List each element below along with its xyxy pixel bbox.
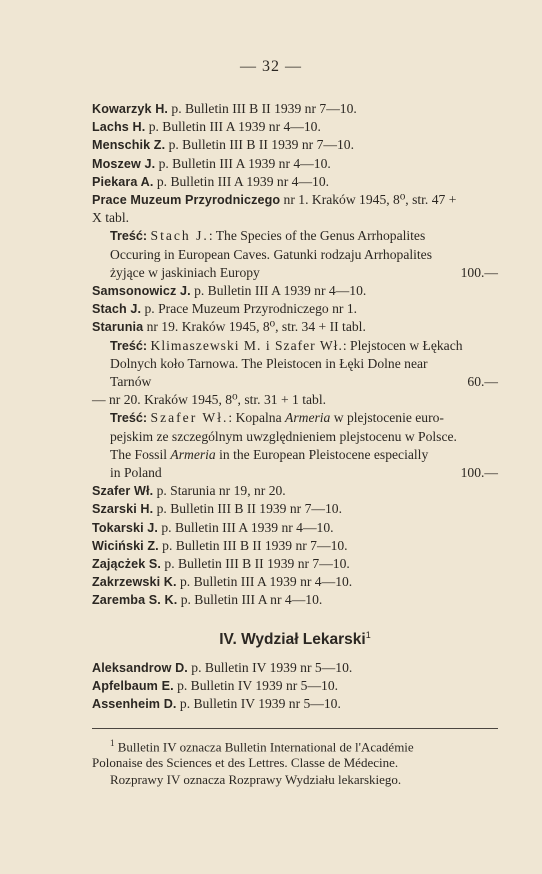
entry-reference: p. Bulletin III A nr 4—10.	[177, 592, 323, 608]
publication-entry	[92, 318, 498, 336]
entry-reference: p. Bulletin III B II 1939 nr 7—10.	[161, 556, 350, 572]
entry-reference: p. Bulletin III A 1939 nr 4—10.	[157, 519, 334, 535]
author-name: Zającżek S.	[92, 557, 162, 572]
contents-line	[92, 373, 498, 391]
contents-author: Klimaszewski M. i Szafer Wł.	[150, 337, 343, 353]
author-name: Szarski H.	[92, 502, 154, 517]
price: 100.—	[460, 264, 498, 280]
index-entry	[92, 591, 498, 609]
entry-reference: p. Bulletin III B II 1939 nr 7—10.	[153, 501, 342, 517]
contents-text: The Fossil	[110, 446, 171, 462]
publication-details: nr 19. Kraków 1945, 8⁰, str. 34 + II tabl.	[143, 319, 366, 335]
index-entry	[92, 519, 498, 537]
index-content	[92, 100, 498, 788]
section-title-text: IV. Wydział Lekarski	[219, 630, 366, 648]
entry-reference: p. Bulletin IV 1939 nr 5—10.	[176, 696, 341, 712]
price: 100.—	[460, 465, 498, 481]
index-entry	[92, 100, 498, 118]
publication-details: nr 1. Kraków 1945, 8⁰, str. 47 +	[280, 192, 457, 208]
publication-title: Starunia	[92, 320, 144, 335]
footnote	[92, 735, 498, 789]
index-entry	[92, 573, 498, 591]
contents-label: Treść:	[110, 229, 148, 244]
price: 60.—	[467, 374, 498, 390]
author-name: Samsonowicz J.	[92, 284, 191, 299]
author-name: Szafer Wł.	[92, 484, 154, 499]
entry-reference: p. Bulletin III A 1939 nr 4—10.	[155, 155, 331, 171]
contents-italic: Armeria	[285, 410, 331, 426]
entry-reference: p. Bulletin IV 1939 nr 5—10.	[173, 678, 339, 694]
contents-line: Occuring in European Caves. Gatunki rodzaju Arrhopalites	[110, 246, 433, 262]
contents-line: pejskim ze szczególnym uwzględnieniem plejstocenu w Polsce.	[110, 428, 457, 444]
index-entry	[92, 482, 498, 500]
index-entry	[92, 500, 498, 518]
contents-text: in the European Pleistocene especially	[215, 446, 429, 462]
section-heading	[92, 626, 498, 649]
contents-line	[92, 464, 498, 482]
contents-line	[92, 409, 498, 427]
footnote-line: Polonaise des Sciences et des Lettres. Classe de Médecine.	[92, 755, 399, 771]
author-name: Zaremba S. K.	[92, 593, 178, 608]
entry-reference: p. Bulletin III A 1939 nr 4—10.	[190, 283, 367, 299]
author-name: Stach J.	[92, 302, 142, 317]
contents-text: żyjące w jaskiniach Europy	[110, 264, 260, 280]
contents-line	[92, 446, 498, 464]
footnote-line: Rozprawy IV oznacza Rozprawy Wydziału lekarskiego.	[110, 771, 402, 787]
author-name: Kowarzyk H.	[92, 102, 168, 116]
footnote-ref: 1	[365, 629, 371, 640]
author-name: Zakrzewski K.	[92, 575, 177, 590]
contents-text: in Poland	[110, 465, 162, 481]
contents-text: : Plejstocen w Łękach	[342, 337, 463, 353]
publication-details-cont: X tabl.	[92, 210, 129, 226]
author-name: Aleksandrow D.	[92, 661, 188, 676]
index-entry	[92, 659, 498, 677]
entry-reference: p. Bulletin III A 1939 nr 4—10.	[153, 173, 330, 189]
author-name: Lachs H.	[92, 120, 146, 135]
index-entry	[92, 282, 498, 300]
author-name: Tokarski J.	[92, 520, 158, 535]
contents-label: Treść:	[110, 411, 148, 426]
entry-reference: p. Bulletin III B II 1939 nr 7—10.	[158, 537, 348, 553]
index-entry	[92, 155, 498, 173]
contents-line: Dolnych koło Tarnowa. The Pleistocen in Łęki Dolne near	[110, 355, 428, 371]
entry-reference: p. Bulletin III A 1939 nr 4—10.	[176, 574, 353, 590]
author-name: Moszew J.	[92, 156, 156, 171]
entry-reference: p. Bulletin III A 1939 nr 4—10.	[145, 119, 321, 135]
publication-entry	[92, 191, 498, 209]
contents-italic: Armeria	[170, 446, 216, 462]
entry-reference: p. Bulletin III B II 1939 nr 7—10.	[165, 137, 354, 153]
page-number: — 32 —	[240, 58, 302, 75]
footnote-line	[92, 735, 498, 756]
entry-reference: p. Prace Muzeum Przyrodniczego nr 1.	[141, 301, 358, 317]
entry-reference: p. Bulletin IV 1939 nr 5—10.	[187, 660, 353, 676]
author-name: Assenheim D.	[92, 697, 177, 712]
index-entry	[92, 118, 498, 136]
index-entry	[92, 537, 498, 555]
footnote-text: Bulletin IV oznacza Bulletin International de l'Académie	[114, 738, 414, 754]
footnote-divider	[92, 728, 498, 729]
author-name: Menschik Z.	[92, 138, 166, 153]
index-entry	[92, 695, 498, 713]
entry-reference: p. Starunia nr 19, nr 20.	[153, 483, 286, 499]
contents-text: Tarnów	[110, 374, 152, 390]
contents-author: Stach J.	[150, 228, 209, 244]
index-entry	[92, 173, 498, 191]
index-entry	[92, 300, 498, 318]
author-name: Wiciński Z.	[92, 538, 159, 553]
publication-title: Prace Muzeum Przyrodniczego	[92, 193, 281, 208]
contents-text: : Kopalna	[228, 410, 286, 426]
index-entry	[92, 136, 498, 154]
index-entry	[92, 677, 498, 695]
contents-line	[92, 264, 498, 282]
contents-label: Treść:	[110, 338, 148, 353]
contents-text: w plejstocenie euro-	[330, 410, 444, 426]
contents-line	[92, 337, 498, 355]
contents-line	[92, 227, 498, 245]
author-name: Piekara A.	[92, 174, 154, 189]
publication-details: — nr 20. Kraków 1945, 8⁰, str. 31 + 1 tabl.	[92, 392, 326, 408]
contents-author: Szafer Wł.	[150, 410, 229, 426]
contents-text: : The Species of the Genus Arrhopalites	[208, 228, 426, 244]
footnote-mark: 1	[110, 737, 115, 748]
entry-reference: p. Bulletin III B II 1939 nr 7—10.	[168, 101, 357, 116]
author-name: Apfelbaum E.	[92, 679, 174, 694]
index-entry	[92, 555, 498, 573]
